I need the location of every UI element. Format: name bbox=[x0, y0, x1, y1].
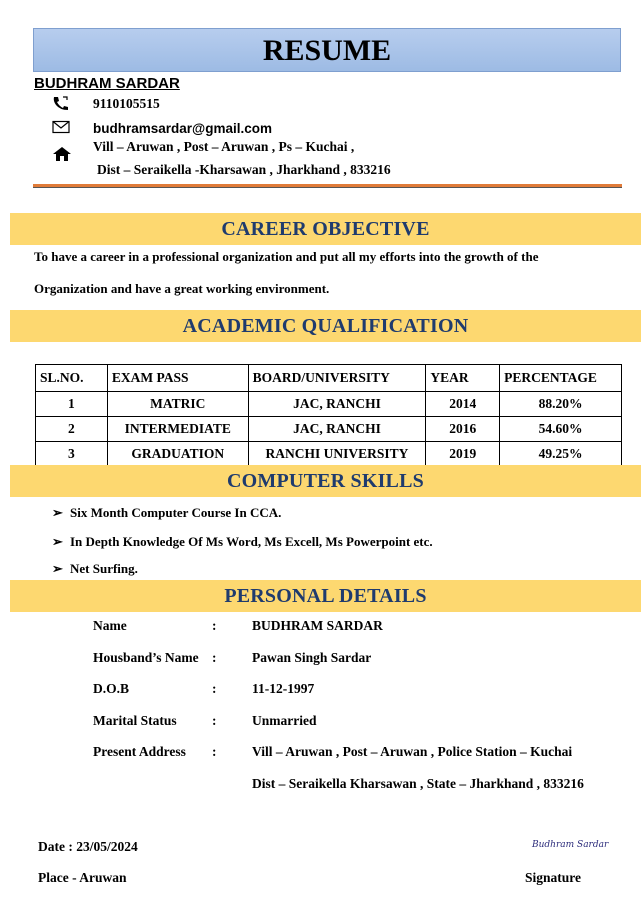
table-cell: 54.60% bbox=[500, 417, 622, 442]
table-header: PERCENTAGE bbox=[500, 365, 622, 392]
field-value: 11-12-1997 bbox=[252, 681, 315, 696]
objective-line-1: To have a career in a professional organization and put all my efforts into the growth of the bbox=[34, 249, 539, 264]
field-colon: : bbox=[212, 744, 217, 759]
table-row bbox=[36, 442, 622, 467]
candidate-name: BUDHRAM SARDAR bbox=[34, 75, 180, 92]
table-header: EXAM PASS bbox=[107, 365, 248, 392]
skill-text: Six Month Computer Course In CCA. bbox=[70, 505, 282, 520]
table-row bbox=[36, 417, 622, 442]
field-value: Pawan Singh Sardar bbox=[252, 650, 372, 665]
field-value: BUDHRAM SARDAR bbox=[252, 618, 383, 633]
field-value: Vill – Aruwan , Post – Aruwan , Police Station – Kuchai bbox=[252, 744, 573, 759]
skills-heading: COMPUTER SKILLS bbox=[227, 470, 424, 492]
skill-text: Net Surfing. bbox=[70, 561, 138, 576]
table-header-row bbox=[36, 365, 622, 392]
skill-item bbox=[52, 561, 138, 577]
field-label: Present Address bbox=[93, 744, 186, 759]
table-cell: 2019 bbox=[426, 442, 500, 467]
home-icon bbox=[52, 146, 70, 162]
field-label: Housband’s Name bbox=[93, 650, 199, 665]
field-colon: : bbox=[212, 713, 217, 728]
email-address: budhramsardar@gmail.com bbox=[93, 121, 272, 136]
skill-text: In Depth Knowledge Of Ms Word, Ms Excell, Ms Powerpoint etc. bbox=[70, 534, 433, 549]
header-divider bbox=[33, 184, 622, 188]
table-cell: 2016 bbox=[426, 417, 500, 442]
field-colon: : bbox=[212, 681, 217, 696]
address-line-1: Vill – Aruwan , Post – Aruwan , Ps – Kuchai , bbox=[93, 139, 355, 154]
signature-scribble: Budhram Sardar bbox=[532, 840, 609, 850]
table-cell: 88.20% bbox=[500, 392, 622, 417]
resume-title-bar bbox=[33, 28, 621, 72]
field-value: Unmarried bbox=[252, 713, 317, 728]
table-header: YEAR bbox=[426, 365, 500, 392]
arrow-bullet-icon: ➢ bbox=[52, 561, 63, 576]
table-header: SL.NO. bbox=[36, 365, 108, 392]
academic-table bbox=[35, 364, 622, 467]
mail-icon bbox=[52, 120, 70, 136]
date-line: Date : 23/05/2024 bbox=[38, 839, 138, 854]
table-cell: RANCHI UNIVERSITY bbox=[248, 442, 426, 467]
table-cell: 3 bbox=[36, 442, 108, 467]
resume-title: RESUME bbox=[262, 34, 392, 67]
table-cell: 49.25% bbox=[500, 442, 622, 467]
table-header: BOARD/UNIVERSITY bbox=[248, 365, 426, 392]
field-colon: : bbox=[212, 618, 217, 633]
field-colon: : bbox=[212, 650, 217, 665]
table-row bbox=[36, 392, 622, 417]
objective-line-2: Organization and have a great working environment. bbox=[34, 281, 330, 296]
academic-heading: ACADEMIC QUALIFICATION bbox=[182, 315, 469, 337]
table-cell: JAC, RANCHI bbox=[248, 417, 426, 442]
field-label: D.O.B bbox=[93, 681, 130, 696]
arrow-bullet-icon: ➢ bbox=[52, 534, 63, 549]
personal-band bbox=[10, 580, 641, 612]
table-cell: INTERMEDIATE bbox=[107, 417, 248, 442]
phone-number: 9110105515 bbox=[93, 96, 160, 111]
phone-icon bbox=[52, 95, 70, 111]
arrow-bullet-icon: ➢ bbox=[52, 505, 63, 520]
address-line-2: Dist – Seraikella -Kharsawan , Jharkhand , 833216 bbox=[97, 162, 391, 177]
place-line: Place - Aruwan bbox=[38, 870, 127, 885]
table-cell: GRADUATION bbox=[107, 442, 248, 467]
table-cell: 1 bbox=[36, 392, 108, 417]
table-cell: 2 bbox=[36, 417, 108, 442]
skill-item bbox=[52, 534, 433, 550]
signature-label: Signature bbox=[525, 870, 582, 885]
table-cell: 2014 bbox=[426, 392, 500, 417]
skills-band bbox=[10, 465, 641, 497]
table-cell: MATRIC bbox=[107, 392, 248, 417]
field-label: Marital Status bbox=[93, 713, 177, 728]
personal-heading: PERSONAL DETAILS bbox=[224, 585, 427, 607]
address-continuation: Dist – Seraikella Kharsawan , State – Jharkhand , 833216 bbox=[252, 776, 584, 791]
skill-item bbox=[52, 505, 281, 521]
field-label: Name bbox=[93, 618, 127, 633]
career-objective-heading: CAREER OBJECTIVE bbox=[221, 218, 430, 240]
academic-band bbox=[10, 310, 641, 342]
table-cell: JAC, RANCHI bbox=[248, 392, 426, 417]
career-objective-band bbox=[10, 213, 641, 245]
